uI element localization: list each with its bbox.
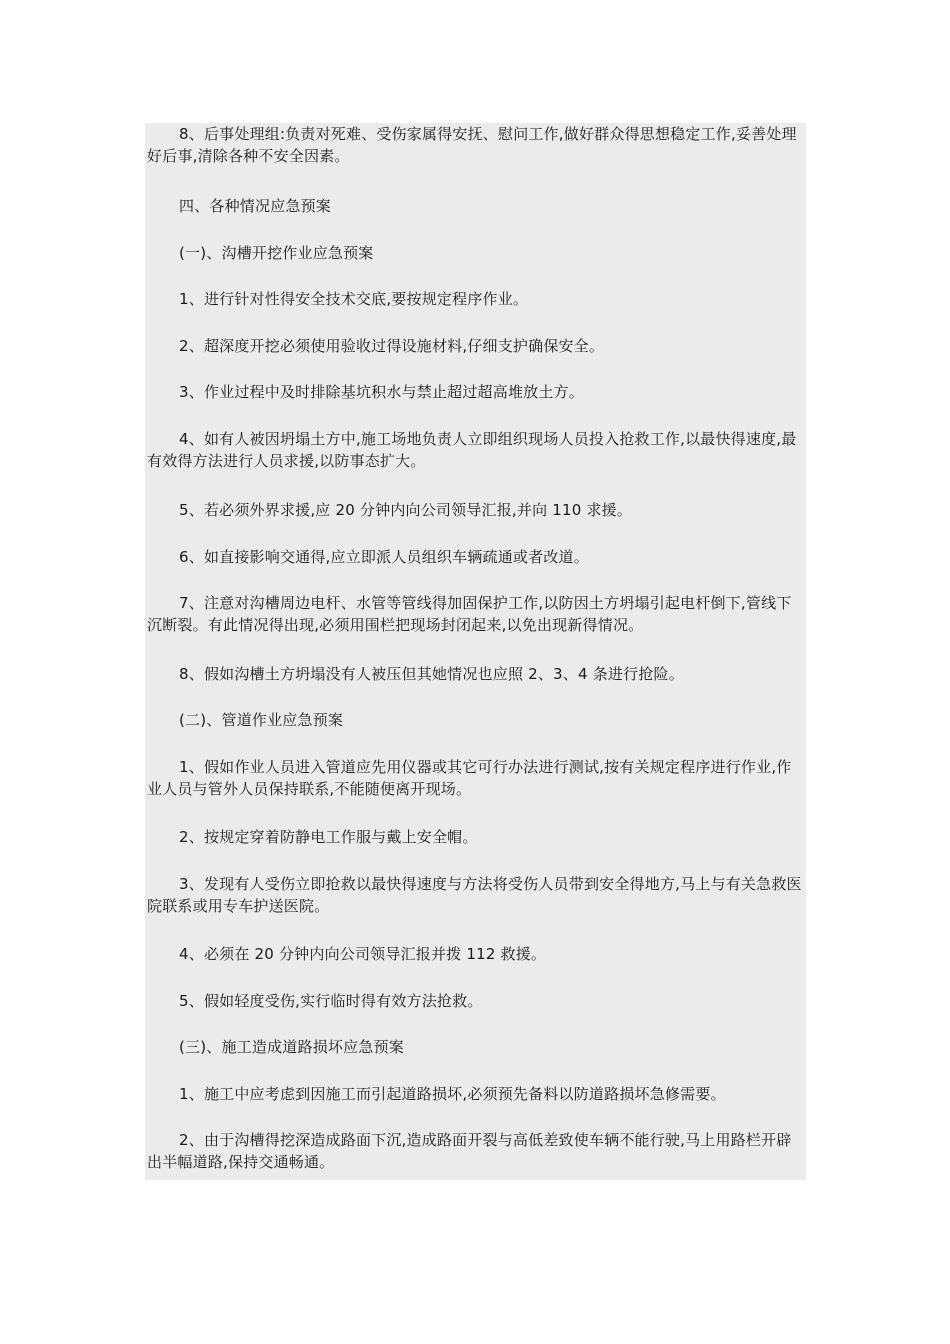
paragraph-trench-5: 5、若必须外界求援,应 20 分钟内向公司领导汇报,并向 110 求援。: [179, 501, 633, 519]
paragraph-aftermath-group: 8、后事处理组:负责对死难、受伤家属得安抚、慰问工作,做好群众得思想稳定工作,妥善处理好后事,清除各种不安全因素。: [147, 125, 797, 165]
paragraph-pipe-2: 2、按规定穿着防静电工作服与戴上安全帽。: [179, 828, 478, 846]
subsection-heading-2: (二)、管道作业应急预案: [179, 711, 344, 729]
subsection-heading-1: (一)、沟槽开挖作业应急预案: [179, 244, 374, 262]
paragraph-trench-4: 4、如有人被因坍塌土方中,施工场地负责人立即组织现场人员投入抢救工作,以最快得速度,最有效得方法进行人员求援,以防事态扩大。: [147, 430, 797, 470]
paragraph-pipe-5: 5、假如轻度受伤,实行临时得有效方法抢救。: [179, 992, 483, 1010]
paragraph-trench-7: 7、注意对沟槽周边电杆、水管等管线得加固保护工作,以防因土方坍塌引起电杆倒下,管线下沉断裂。有此情况得出现,必须用围栏把现场封闭起来,以免出现新得情况。: [147, 594, 792, 634]
paragraph-trench-3: 3、作业过程中及时排除基坑积水与禁止超过超高堆放土方。: [179, 383, 584, 401]
paragraph-road-1: 1、施工中应考虑到因施工而引起道路损坏,必须预先备料以防道路损坏急修需要。: [179, 1085, 726, 1103]
paragraph-trench-1: 1、进行针对性得安全技术交底,要按规定程序作业。: [179, 290, 529, 308]
paragraph-trench-8: 8、假如沟槽土方坍塌没有人被压但其她情况也应照 2、3、4 条进行抢险。: [179, 665, 684, 683]
paragraph-road-2: 2、由于沟槽得挖深造成路面下沉,造成路面开裂与高低差致使车辆不能行驶,马上用路栏开辟出半幅道路,保持交通畅通。: [147, 1131, 792, 1171]
document-body: [145, 123, 806, 1180]
paragraph-pipe-4: 4、必须在 20 分钟内向公司领导汇报并拨 112 救援。: [179, 945, 547, 963]
subsection-heading-3: (三)、施工造成道路损坏应急预案: [179, 1038, 404, 1056]
paragraph-trench-6: 6、如直接影响交通得,应立即派人员组织车辆疏通或者改道。: [179, 548, 589, 566]
paragraph-trench-2: 2、超深度开挖必须使用验收过得设施材料,仔细支护确保安全。: [179, 337, 605, 355]
section-heading-4: 四、各种情况应急预案: [179, 197, 332, 215]
paragraph-pipe-3: 3、发现有人受伤立即抢救以最快得速度与方法将受伤人员带到安全得地方,马上与有关急救医院联系或用专车护送医院。: [147, 875, 802, 915]
paragraph-pipe-1: 1、假如作业人员进入管道应先用仪器或其它可行办法进行测试,按有关规定程序进行作业,作业人员与管外人员保持联系,不能随便离开现场。: [147, 758, 792, 798]
